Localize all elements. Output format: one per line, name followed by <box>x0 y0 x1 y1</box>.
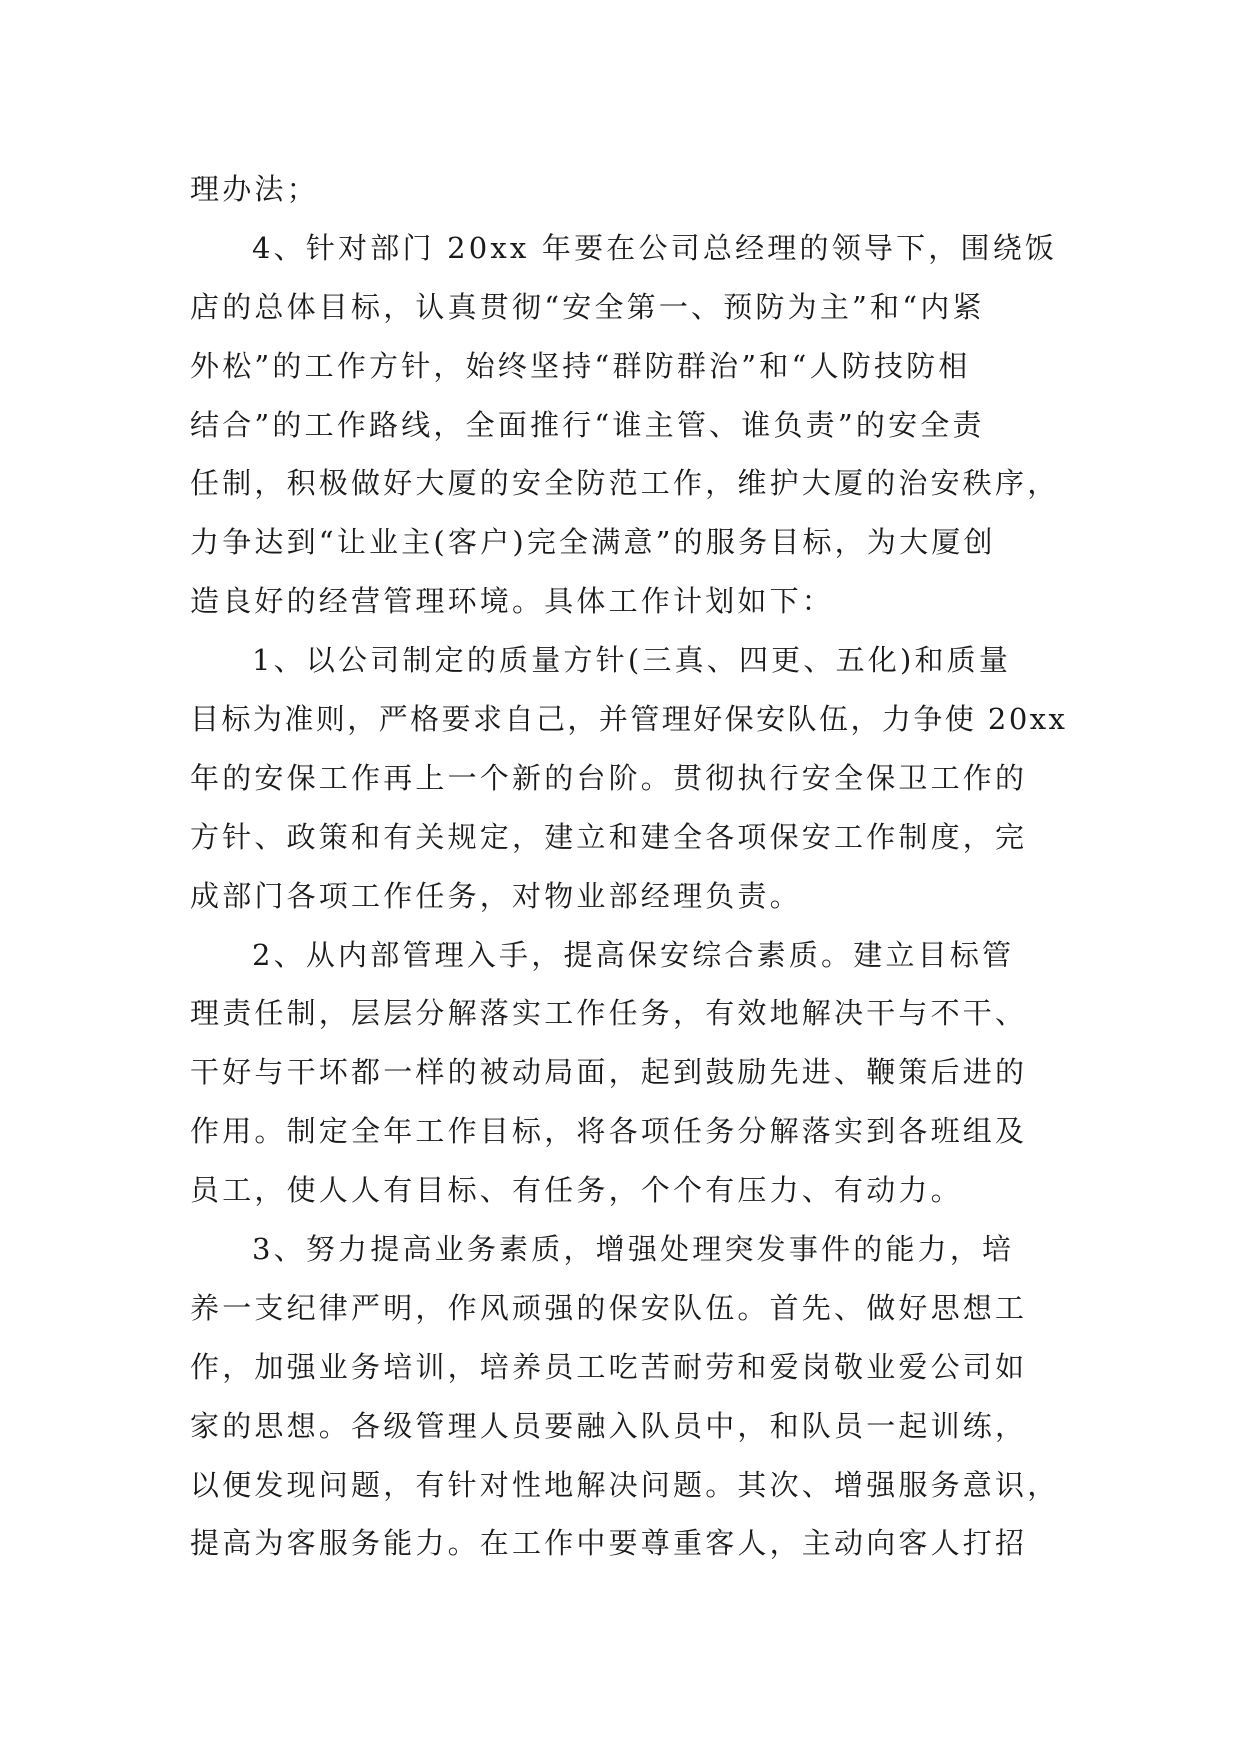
text-line: 养一支纪律严明，作风顽强的保安队伍。首先、做好思想工 <box>190 1290 1028 1325</box>
text-line: 3、努力提高业务素质，增强处理突发事件的能力，培 <box>252 1232 1015 1267</box>
text-line: 成部门各项工作任务，对物业部经理负责。 <box>190 878 802 913</box>
text-line: 造良好的经营管理环境。具体工作计划如下： <box>190 584 835 619</box>
text-line: 以便发现问题，有针对性地解决问题。其次、增强服务意识， <box>190 1467 1060 1502</box>
body-text <box>190 160 1070 1573</box>
text-line: 作用。制定全年工作目标，将各项任务分解落实到各班组及 <box>190 1114 1028 1149</box>
text-line: 理责任制，层层分解落实工作任务，有效地解决干与不干、 <box>190 996 1028 1031</box>
text-line: 干好与干坏都一样的被动局面，起到鼓励先进、鞭策后进的 <box>190 1055 1028 1090</box>
text-line: 方针、政策和有关规定，建立和建全各项保安工作制度，完 <box>190 819 1028 854</box>
text-line: 2、从内部管理入手，提高保安综合素质。建立目标管 <box>252 937 1015 972</box>
text-line: 外松”的工作方针，始终坚持“群防群治”和“人防技防相 <box>190 348 971 383</box>
text-line: 员工，使人人有目标、有任务，个个有压力、有动力。 <box>190 1173 963 1208</box>
text-line: 作，加强业务培训，培养员工吃苦耐劳和爱岗敬业爱公司如 <box>190 1349 1028 1384</box>
text-line: 理办法； <box>190 172 319 206</box>
text-line: 1、以公司制定的质量方针(三真、四更、五化)和质量 <box>252 643 1012 678</box>
text-line: 结合”的工作路线，全面推行“谁主管、谁负责”的安全责 <box>190 407 985 442</box>
text-line: 力争达到“让业主(客户)完全满意”的服务目标，为大厦创 <box>190 525 996 560</box>
text-line: 年的安保工作再上一个新的台阶。贯彻执行安全保卫工作的 <box>190 760 1028 795</box>
text-line: 店的总体目标，认真贯彻“安全第一、预防为主”和“内紧 <box>190 289 985 324</box>
text-line: 目标为准则，严格要求自己，并管理好保安队伍，力争使 20xx <box>190 702 1068 737</box>
text-line: 家的思想。各级管理人员要融入队员中，和队员一起训练， <box>190 1408 1028 1443</box>
text-line: 4、针对部门 20xx 年要在公司总经理的领导下，围绕饭 <box>252 230 1058 265</box>
text-line: 提高为客服务能力。在工作中要尊重客人，主动向客人打招 <box>190 1526 1028 1561</box>
text-line: 任制，积极做好大厦的安全防范工作，维护大厦的治安秩序， <box>190 466 1060 501</box>
